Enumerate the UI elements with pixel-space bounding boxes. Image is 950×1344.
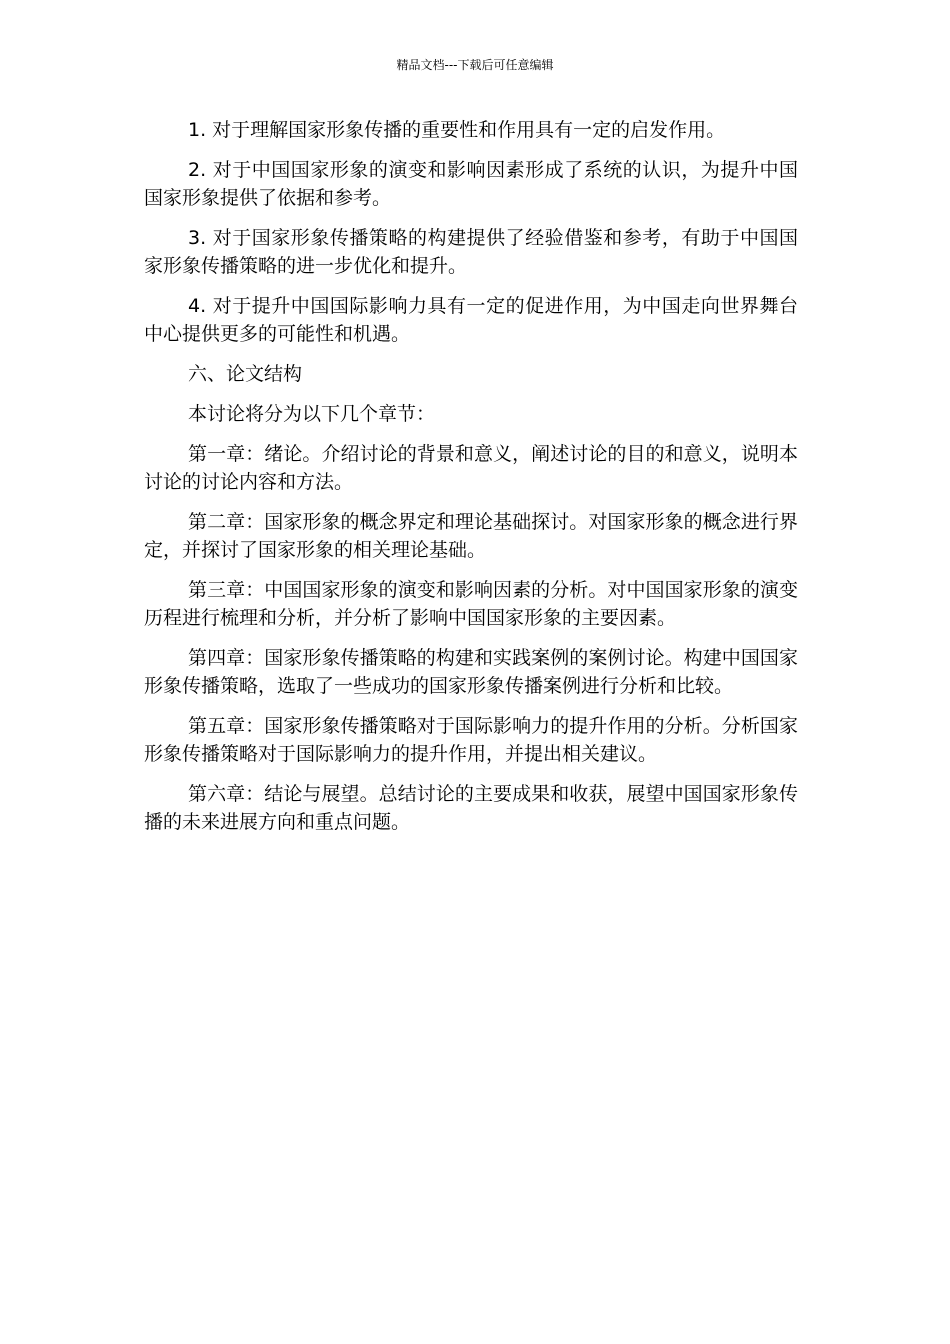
chapter-2: 第二章：国家形象的概念界定和理论基础探讨。对国家形象的概念进行界定，并探讨了国家形象的相关理论基础。 (144, 511, 798, 561)
significance-item-4: 4. 对于提升中国国际影响力具有一定的促进作用，为中国走向世界舞台中心提供更多的可能性和机遇。 (144, 295, 798, 345)
significance-item-2: 2. 对于中国国家形象的演变和影响因素形成了系统的认识，为提升中国国家形象提供了依据和参考。 (144, 159, 798, 209)
significance-item-1: 1. 对于理解国家形象传播的重要性和作用具有一定的启发作用。 (188, 119, 726, 141)
chapter-4: 第四章：国家形象传播策略的构建和实践案例的案例讨论。构建中国国家形象传播策略，选取了一些成功的国家形象传播案例进行分析和比较。 (144, 647, 798, 697)
significance-item-3: 3. 对于国家形象传播策略的构建提供了经验借鉴和参考，有助于中国国家形象传播策略的进一步优化和提升。 (144, 227, 798, 277)
page-header: 精品文档---下载后可任意编辑 (396, 58, 554, 72)
chapter-1: 第一章：绪论。介绍讨论的背景和意义，阐述讨论的目的和意义，说明本讨论的讨论内容和方法。 (144, 443, 798, 493)
document-body (144, 116, 798, 848)
structure-intro: 本讨论将分为以下几个章节： (188, 403, 436, 425)
chapter-3: 第三章：中国国家形象的演变和影响因素的分析。对中国国家形象的演变历程进行梳理和分析，并分析了影响中国国家形象的主要因素。 (144, 579, 798, 629)
chapter-6: 第六章：结论与展望。总结讨论的主要成果和收获，展望中国国家形象传播的未来进展方向和重点问题。 (144, 783, 798, 833)
chapter-5: 第五章：国家形象传播策略对于国际影响力的提升作用的分析。分析国家形象传播策略对于国际影响力的提升作用，并提出相关建议。 (144, 715, 798, 765)
section-heading: 六、论文结构 (188, 363, 303, 385)
